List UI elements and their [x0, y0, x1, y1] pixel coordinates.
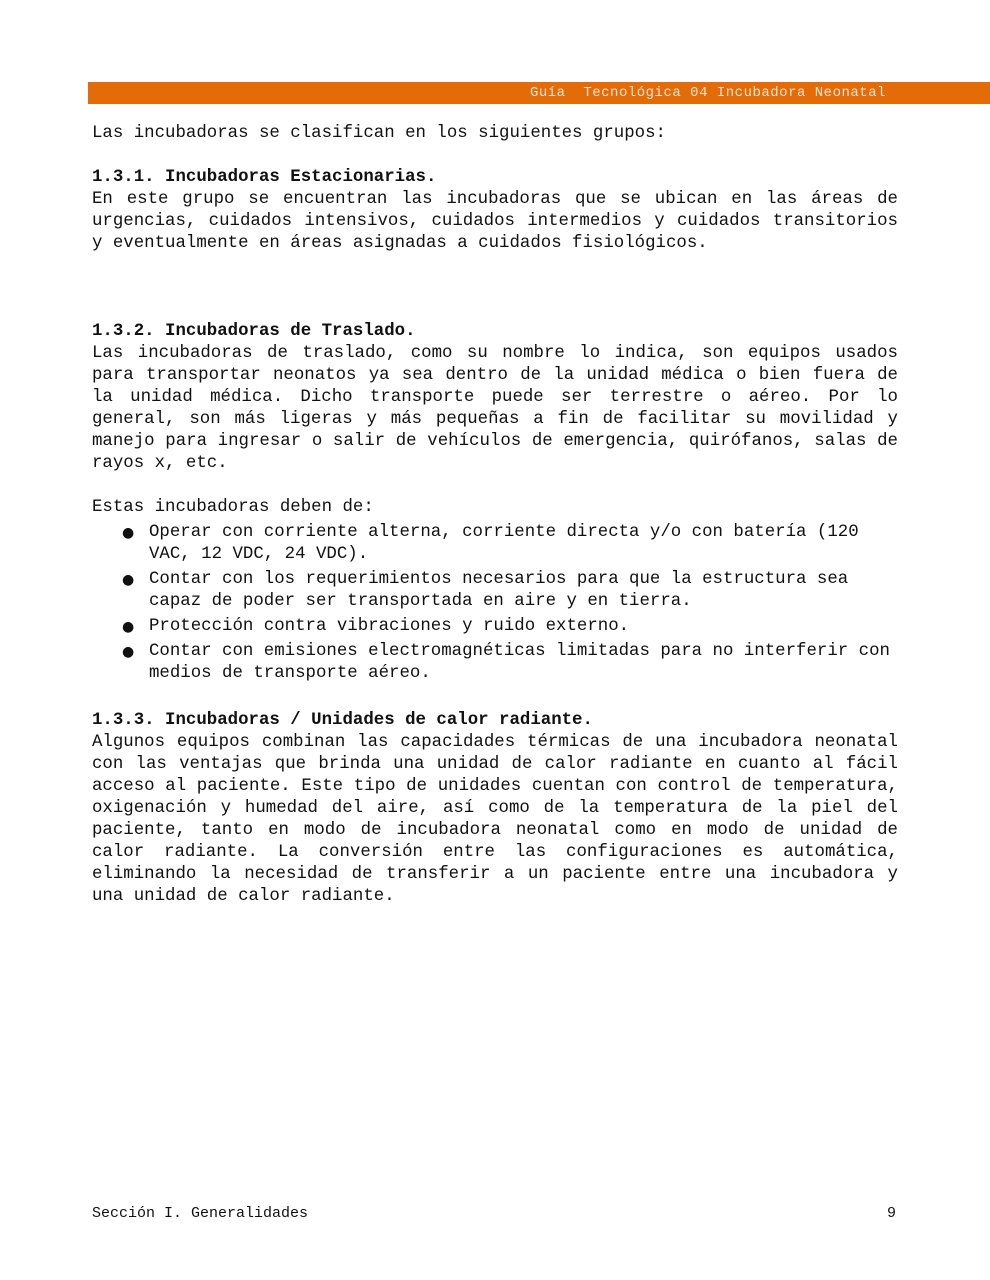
- page-number: 9: [886, 1205, 896, 1222]
- section-body-stationary: En este grupo se encuentran las incubadoras que se ubican en las áreas de urgencias, cuidados intensivos, cuidados intermedios y cuidados transitorios y eventualmente en áreas asignadas a cuidados fisiológicos.: [92, 190, 898, 253]
- intro-paragraph: Las incubadoras se clasifican en los siguientes grupos:: [92, 124, 666, 143]
- list-item-text: Contar con los requerimientos necesarios para que la estructura sea capaz de poder ser transportada en aire y en tierra.: [149, 570, 849, 611]
- section-body-radiant: Algunos equipos combinan las capacidades térmicas de una incubadora neonatal con las ventajas que brinda una unidad de calor radiante en cuanto al fácil acceso al paciente. Este tipo de unidades cuentan con control de temperatura, oxigenación y humedad del aire, así como de la temperatura de la piel del paciente, tanto en modo de incubadora neonatal como en modo de unidad de calor radiante. La conversión entre las configuraciones es automática, eliminando la necesidad de transferir a un paciente entre una incubadora y una unidad de calor radiante.: [92, 733, 898, 906]
- bullet-icon: ●: [122, 619, 135, 635]
- header-bar: [88, 82, 990, 104]
- list-item: [122, 641, 898, 685]
- list-item: [122, 522, 898, 566]
- footer-section: Sección I. Generalidades: [92, 1205, 309, 1222]
- list-item-text: Contar con emisiones electromagnéticas limitadas para no interferir con medios de transporte aéreo.: [149, 642, 890, 683]
- section-heading-stationary: 1.3.1. Incubadoras Estacionarias.: [92, 168, 437, 187]
- requirements-list: [92, 522, 898, 685]
- bullet-icon: ●: [122, 572, 135, 588]
- section-heading-transport: 1.3.2. Incubadoras de Traslado.: [92, 322, 416, 341]
- section-body-transport: Las incubadoras de traslado, como su nombre lo indica, son equipos usados para transportar neonatos ya sea dentro de la unidad médica o bien fuera de la unidad médica. Dicho transporte puede ser terrestre o aéreo. Por lo general, son más ligeras y más pequeñas a fin de facilitar su movilidad y manejo para ingresar o salir de vehículos de emergencia, quirófanos, salas de rayos x, etc.: [92, 344, 898, 473]
- bullet-icon: ●: [122, 644, 135, 660]
- header-title: Guía Tecnológica 04 Incubadora Neonatal: [529, 85, 886, 101]
- list-item-text: Operar con corriente alterna, corriente directa y/o con batería (120 VAC, 12 VDC, 24 VDC).: [149, 523, 859, 564]
- list-item-text: Protección contra vibraciones y ruido externo.: [149, 617, 630, 636]
- list-item: [122, 569, 898, 613]
- bullet-icon: ●: [122, 525, 135, 541]
- list-intro: Estas incubadoras deben de:: [92, 498, 374, 517]
- document-body: [92, 123, 898, 908]
- list-item: [122, 616, 898, 638]
- section-heading-radiant: 1.3.3. Incubadoras / Unidades de calor radiante.: [92, 711, 593, 730]
